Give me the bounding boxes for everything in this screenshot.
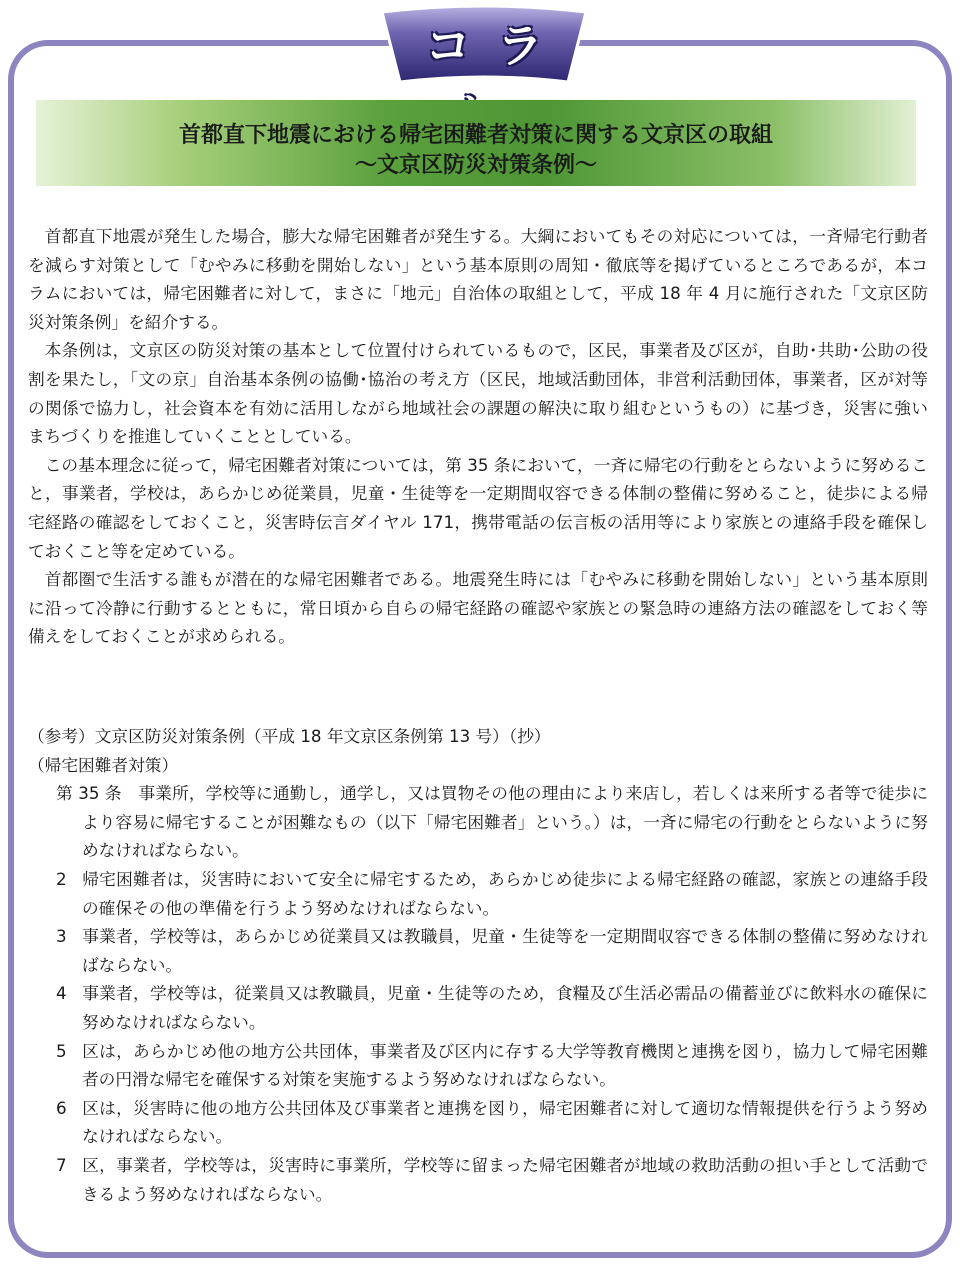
paragraph: 首都圏で生活する誰もが潜在的な帰宅困難者である。地震発生時には「むやみに移動を開始しない」という基本原則に沿って冷静に行動するとともに，常日頃から自らの帰宅経路の確認や家族との緊急時の連絡方法の確認をしておく等備えをしておくことが求められる。 [28,569,928,647]
paragraph: 首都直下地震が発生した場合，膨大な帰宅困難者が発生する。大綱においてもその対応については，一斉帰宅行動者を減らす対策として「むやみに移動を開始しない」という基本原則の周知・徹底等を掲げているところであるが，本コラムにおいては，帰宅困難者に対して，まさに「地元」自治体の取組として，平成 18 年 4 月に施行された「文京区防災対策条例」を紹介する。 [28,226,928,332]
item-number: 3 [56,926,67,947]
item-number: 4 [56,983,67,1004]
article-label: 第 35 条 [56,783,122,804]
item-number: 6 [56,1097,67,1118]
article-text: 事業所，学校等に通勤し，通学し，又は買物その他の理由により来店し，若しくは来所する者等で徒歩により容易に帰宅することが困難なもの（以下「帰宅困難者」という。）は，一斉に帰宅の行動をとらないように努めなければならない。 [82,783,929,861]
tab-title: コラ [425,19,569,73]
item-text: 区は，あらかじめ他の地方公共団体，事業者及び区内に存する大学等教育機関と連携を図り，協力して帰宅困難者の円滑な帰宅を確保する対策を実施するよう努めなければならない。 [82,1040,928,1090]
item-text: 帰宅困難者は，災害時において安全に帰宅するため，あらかじめ徒歩による帰宅経路の確認，家族との連絡手段の確保その他の準備を行うよう努めなければならない。 [82,868,928,918]
item-text: 事業者，学校等は，従業員又は教職員，児童・生徒等のため，食糧及び生活必需品の備蓄並びに飲料水の確保に努めなければならない。 [82,983,928,1032]
article-item [28,922,928,979]
article-item [28,865,928,922]
column-body [28,222,928,651]
banner-subtitle: ～文京区防災対策条例～ [354,153,597,178]
article-item [28,1151,928,1208]
item-number: 5 [56,1040,67,1061]
banner-title: 首都直下地震における帰宅困難者対策に関する文京区の取組 [178,123,773,148]
item-text: 区は，災害時に他の地方公共団体及び事業者と連携を図り，帰宅困難者に対して適切な情報提供を行うよう努めなければならない。 [82,1097,928,1147]
paragraph: 本条例は，文京区の防災対策の基本として位置付けられているもので，区民，事業者及び区が，自助･共助･公助の役割を果たし，「文の京」自治基本条例の協働･協治の考え方（区民，地域活動団体，非営利活動団体，事業者，区が対等の関係で協力し，社会資本を有効に活用しながら地域社会の課題の解決に取り組むというもの）に基づき，災害に強いまちづくりを推進していくこととしている。 [28,340,928,447]
item-number: 7 [56,1154,67,1175]
article-item [28,979,928,1036]
paragraph: この基本理念に従って，帰宅困難者対策については，第 35 条において，一斉に帰宅の行動をとらないように努めること，事業者，学校は，あらかじめ従業員，児童・生徒等を一定期間収容できる体制の整備に努めること，徒歩による帰宅経路の確認をしておくこと，災害時伝言ダイヤル 171，携帯電話の伝言板の活用等により家族との連絡手段を確保しておくこと等を定めている。 [28,454,928,561]
reference-subheading: （帰宅困難者対策） [28,754,179,775]
article-item [28,1094,928,1151]
column-tab [368,2,600,90]
article-35 [28,779,928,865]
item-text: 区，事業者，学校等は，災害時に事業所，学校等に留まった帰宅困難者が地域の救助活動の担い手として活動できるよう努めなければならない。 [82,1154,928,1204]
item-text: 事業者，学校等は，あらかじめ従業員又は教職員，児童・生徒等を一定期間収容できる体制の整備に努めなければならない。 [82,926,928,975]
article-item [28,1037,928,1094]
article-items [28,865,928,1208]
item-number: 2 [56,868,67,889]
title-banner [36,100,916,186]
reference-section [28,722,928,1208]
reference-heading: （参考）文京区防災対策条例（平成 18 年文京区条例第 13 号）（抄） [28,726,551,746]
